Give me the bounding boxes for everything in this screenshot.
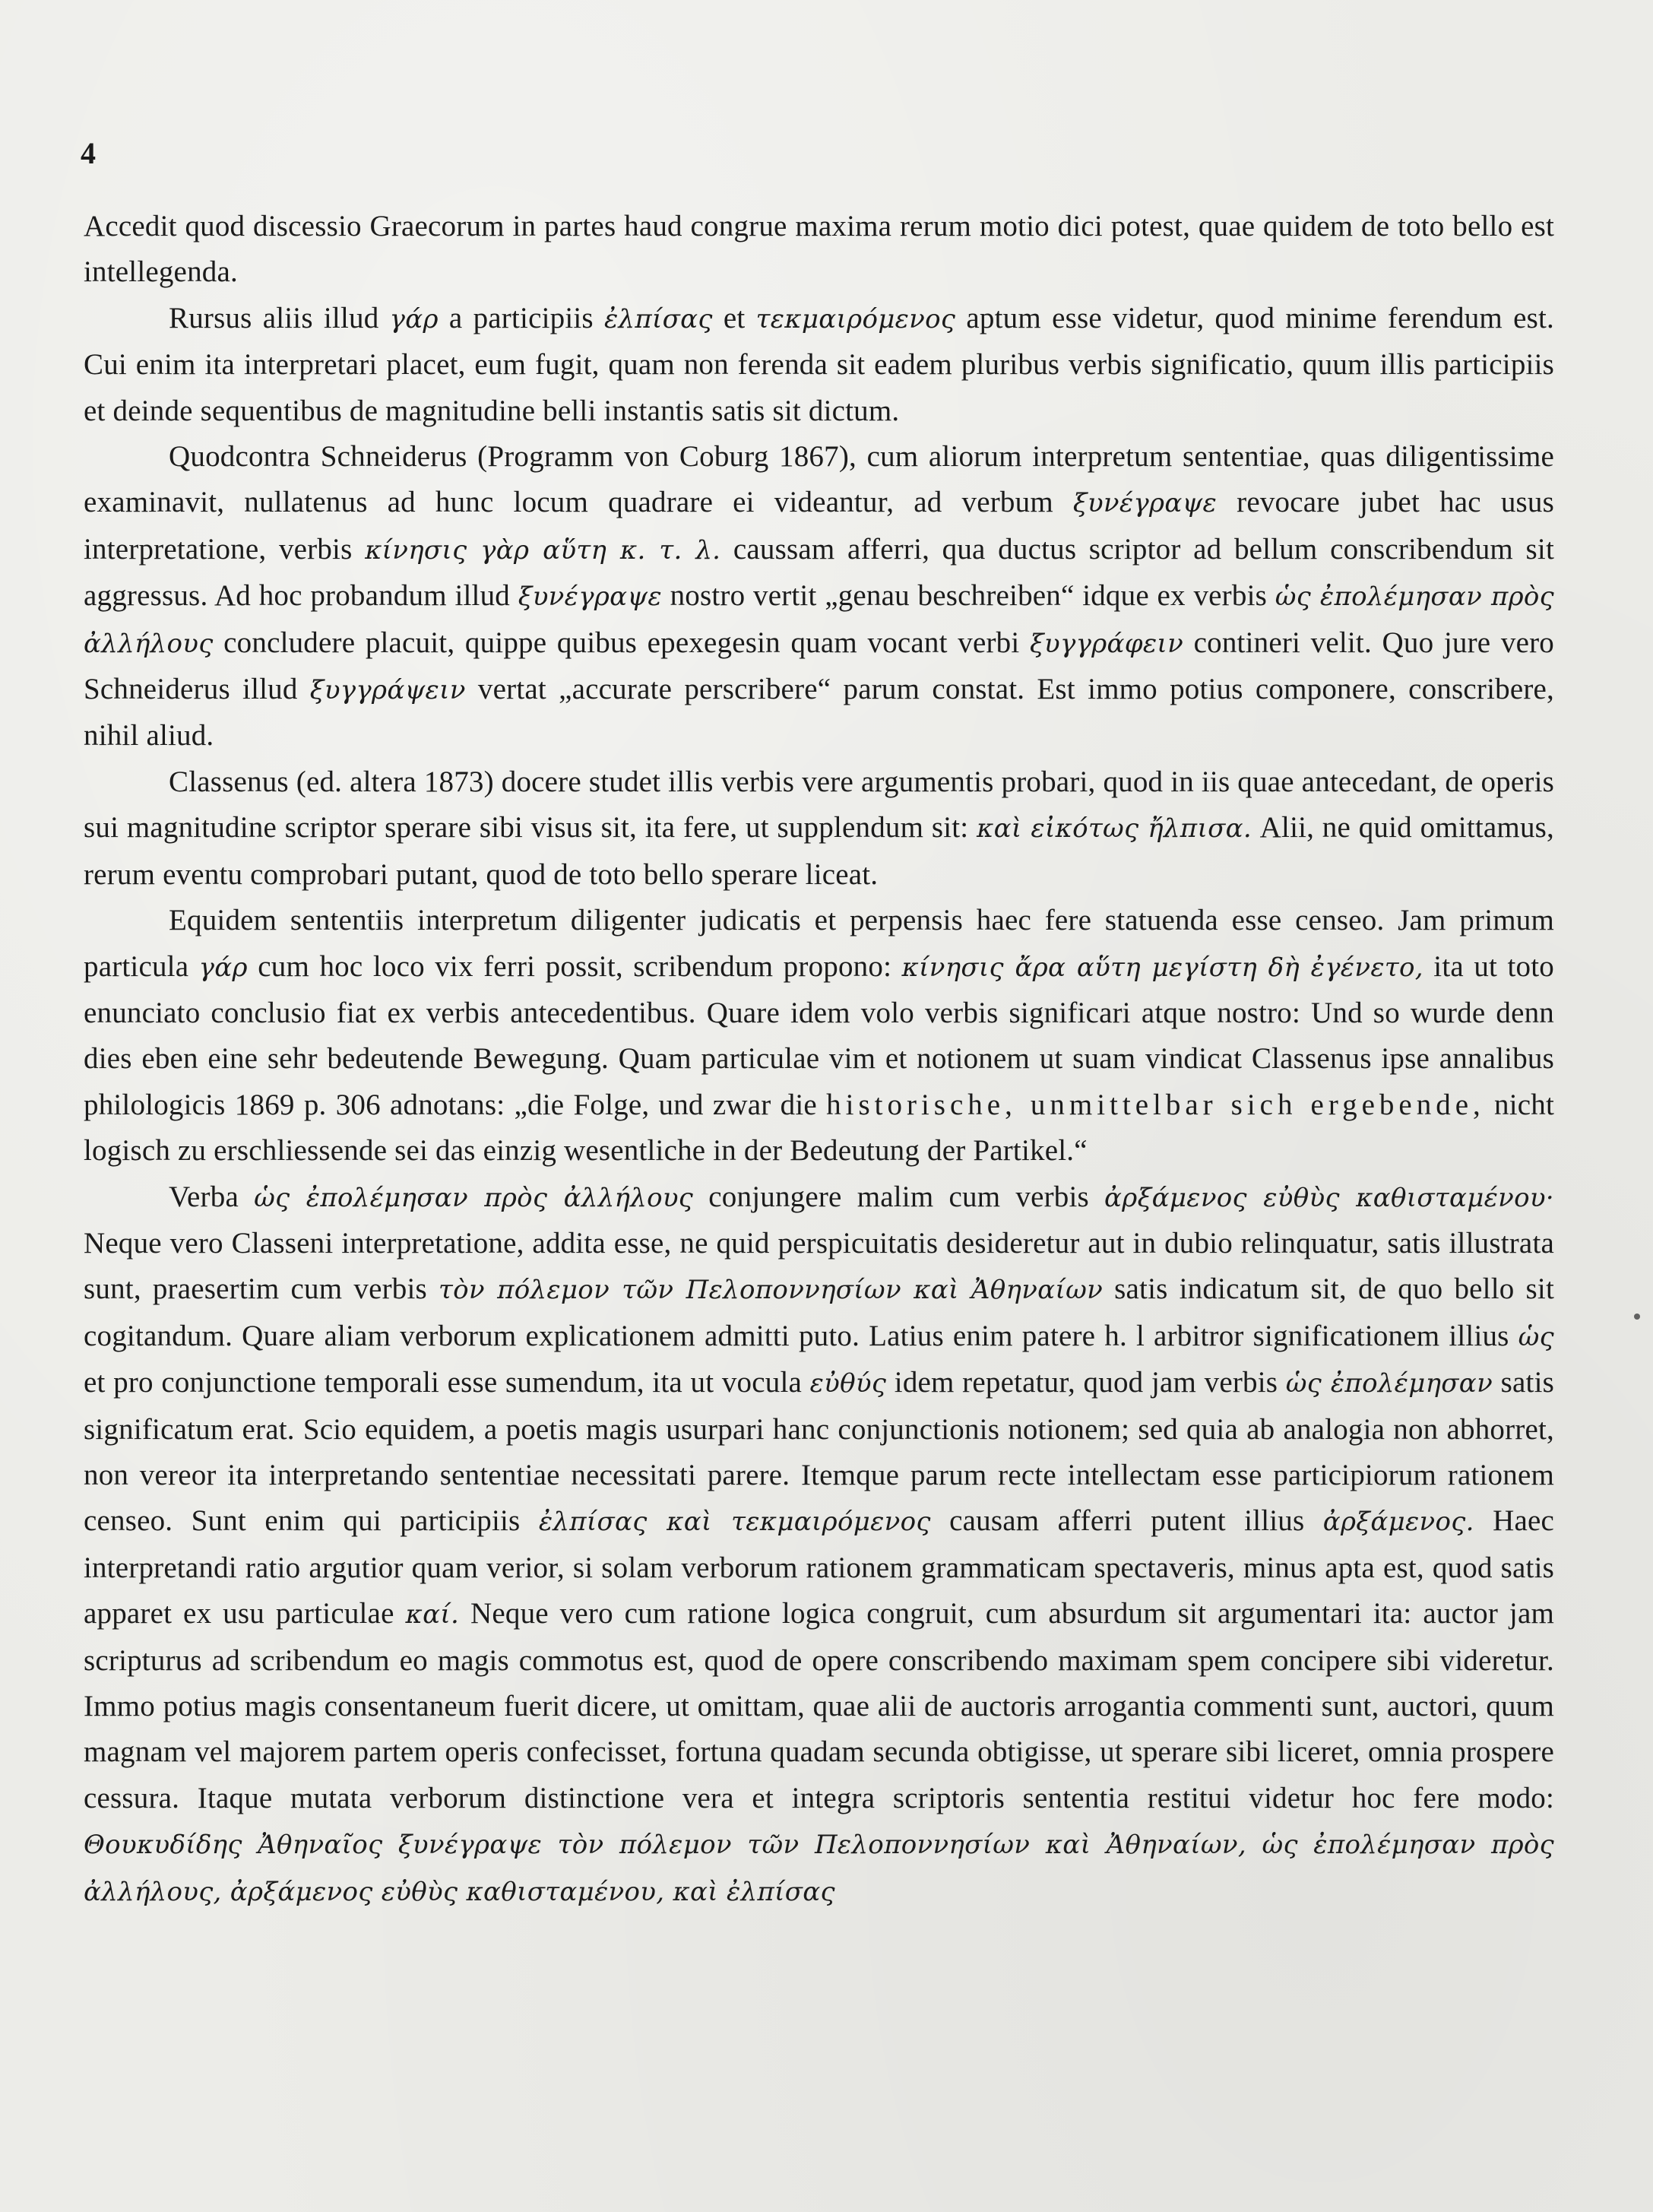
latin-text: et pro conjunctione temporali esse sumendum, ita ut vocula xyxy=(84,1366,810,1399)
latin-text: causam afferri putent illius xyxy=(930,1504,1323,1538)
latin-text: caussam afferri, qua ductus scriptor ad bellum conscribendum sit aggressus. Ad hoc probandum illud xyxy=(84,532,1554,613)
latin-text: Rursus aliis illud xyxy=(169,301,390,334)
greek-text: καὶ εἰκότως ἤλπισα. xyxy=(977,813,1252,845)
greek-text: ὡς xyxy=(1518,1321,1554,1352)
latin-text: Quodcontra Schneiderus (Programm von Coburg 1867), cum aliorum interpretum sententiae, quas diligentissime examinavit, nullatenus ad hunc locum quadrare ei videantur, ad verbum xyxy=(84,440,1554,519)
paragraph xyxy=(84,759,1554,898)
paragraph xyxy=(84,296,1554,434)
greek-text: κίνησις γὰρ αὕτη κ. τ. λ. xyxy=(365,534,721,566)
latin-text: revocare jubet hac usus interpretatione, verbis xyxy=(84,486,1554,566)
latin-text: satis indicatum sit, de quo bello sit cogitandum. Quare aliam verborum explicationem admitti puto. Latius enim patere h. l arbitror significationem illius xyxy=(84,1272,1554,1352)
latin-text: Neque vero cum ratione logica congruit, cum absurdum sit argumentari ita: auctor jam scripturus ad scribendum eo magis commotus est, quod de opere conscribendo maximam spem concipere sibi videretur. Immo potius magis consentaneum fuerit dicere, ut omittam, quae alii de auctoris arrogantia commenti sunt, auctori, quum magnam vel majorem partem operis confecisset, fortuna quadam secunda obtigisse, ut sperare sibi liceret, omnia prospere cessura. Itaque mutata verborum distinctione vera et integra scriptoris sententia restitui videtur hoc fere modo: xyxy=(84,1597,1554,1814)
greek-text: ἐλπίσας καὶ τεκμαιρόμενος xyxy=(538,1507,931,1538)
latin-text: a participiis xyxy=(438,301,604,334)
spaced-emphasis: historische, unmittelbar sich ergebende, xyxy=(826,1088,1485,1121)
latin-text: conjungere malim cum verbis xyxy=(693,1180,1105,1213)
greek-text: ἀρξάμενος. xyxy=(1322,1507,1474,1538)
latin-text: Equidem sententiis interpretum diligenter judicatis et perpensis haec fere statuenda esse censeo. Jam primum particula xyxy=(84,904,1554,983)
latin-text: cum hoc loco vix ferri possit, scribendum propono: xyxy=(247,949,902,983)
latin-text: et xyxy=(712,301,756,334)
latin-text: Neque vero Classeni interpretatione, addita esse, ne quid perspicuitatis desideretur aut in dubio relinquatur, satis illustrata sunt, praesertim cum verbis xyxy=(84,1226,1554,1306)
greek-text: γάρ xyxy=(389,303,439,334)
latin-text: vertat „accurate perscribere“ parum constat. Est immo potius componere, conscribere, nihil aliud. xyxy=(84,673,1554,753)
paragraph xyxy=(84,898,1554,1174)
greek-text: γάρ xyxy=(198,952,248,983)
latin-text: nostro vertit „genau beschreiben“ idque ex verbis xyxy=(661,579,1275,613)
greek-text: εὐθύς xyxy=(809,1368,887,1399)
body-text xyxy=(84,204,1554,1915)
latin-text: Verba xyxy=(169,1180,255,1213)
paragraph xyxy=(84,434,1554,759)
latin-text: concludere placuit, quippe quibus epexegesin quam vocant verbi xyxy=(213,626,1030,659)
greek-text: τεκμαιρόμενος xyxy=(755,303,956,334)
latin-text: Haec interpretandi ratio argutior quam verior, si solam verborum rationem grammaticam spectaveris, minus apta est, quod satis apparet ex usu particulae xyxy=(84,1504,1554,1630)
latin-text: contineri velit. Quo jure vero Schneiderus illud xyxy=(84,626,1554,706)
greek-text: ξυνέγραψε xyxy=(1072,488,1218,519)
latin-text: ita ut toto enunciato conclusio fiat ex verbis antecedentibus. Quare idem volo verbis significari atque nostro: Und so wurde denn dies eben eine sehr bedeutende Bewegung. Quam particulae vim et notionem ut suam vindicat Classenus ipse annalibus philologicis 1869 p. 306 adnotans: „die Folge, und zwar die xyxy=(84,949,1554,1121)
latin-text: Accedit quod discessio Graecorum in partes haud congrue maxima rerum motio dici potest, quae quidem de toto bello est intellegenda. xyxy=(84,210,1554,289)
page-number: 4 xyxy=(81,136,96,170)
latin-text: idem repetatur, quod jam verbis xyxy=(886,1366,1286,1399)
paragraph xyxy=(84,204,1554,296)
latin-text: Classenus (ed. altera 1873) docere studet illis verbis vere argumentis probari, quod in iis quae antecedant, de operis sui magnitudine scriptor sperare sibi visus sit, ita fere, ut supplendum sit: xyxy=(84,765,1554,845)
greek-text: ἀρξάμενος εὐθὺς καθισταμένου· xyxy=(1104,1182,1554,1213)
scan-speck xyxy=(1634,1314,1640,1320)
latin-text: Alii, ne quid omittamus, rerum eventu comprobari putant, quod de toto bello sperare liceat. xyxy=(84,811,1554,891)
greek-text: κίνησις ἄρα αὕτη μεγίστη δὴ ἐγένετο, xyxy=(901,952,1423,983)
latin-text: nicht logisch zu erschliessende sei das einzig wesentliche in der Bedeutung der Partikel.“ xyxy=(84,1088,1555,1168)
greek-text: ὡς ἐπολέμησαν πρὸς ἀλλήλους xyxy=(84,582,1554,659)
greek-text: ἐλπίσας xyxy=(603,303,713,334)
paragraph xyxy=(84,1174,1554,1916)
greek-text: ξυνέγραψε xyxy=(518,582,662,613)
greek-text: ὡς ἐπολέμησαν xyxy=(1285,1368,1493,1399)
greek-text: καί. xyxy=(405,1599,460,1630)
latin-text: aptum esse videtur, quod minime ferendum est. Cui enim ita interpretari placet, eum fugit, quam non ferenda sit eadem pluribus verbis significatio, quum illis participiis et deinde sequentibus de magnitudine belli instantis satis sit dictum. xyxy=(84,301,1555,427)
latin-text: satis significatum erat. Scio equidem, a poetis magis usurpari hanc conjunctionis notionem; sed quia ab analogia non abhorret, non vereor ita interpretando sententiae necessitati parere. Itemque parum recte intellectam esse participiorum rationem censeo. Sunt enim qui participiis xyxy=(84,1366,1554,1538)
greek-text: ξυγγράψειν xyxy=(309,675,466,706)
greek-text: τὸν πόλεμον τῶν Πελοποννησίων καὶ Ἀθηναίων xyxy=(439,1275,1104,1306)
greek-text: ξυγγράφειν xyxy=(1030,628,1184,659)
greek-text: Θουκυδίδης Ἀθηναῖος ξυνέγραψε τὸν πόλεμον τῶν Πελοποννησίων καὶ Ἀθηναίων, ὡς ἐπολέμησαν πρὸς ἀλλήλους, ἀρξάμενος εὐθὺς καθισταμένου, καὶ ἐλπίσας xyxy=(84,1830,1554,1907)
greek-text: ὡς ἐπολέμησαν πρὸς ἀλλήλους xyxy=(254,1182,694,1213)
